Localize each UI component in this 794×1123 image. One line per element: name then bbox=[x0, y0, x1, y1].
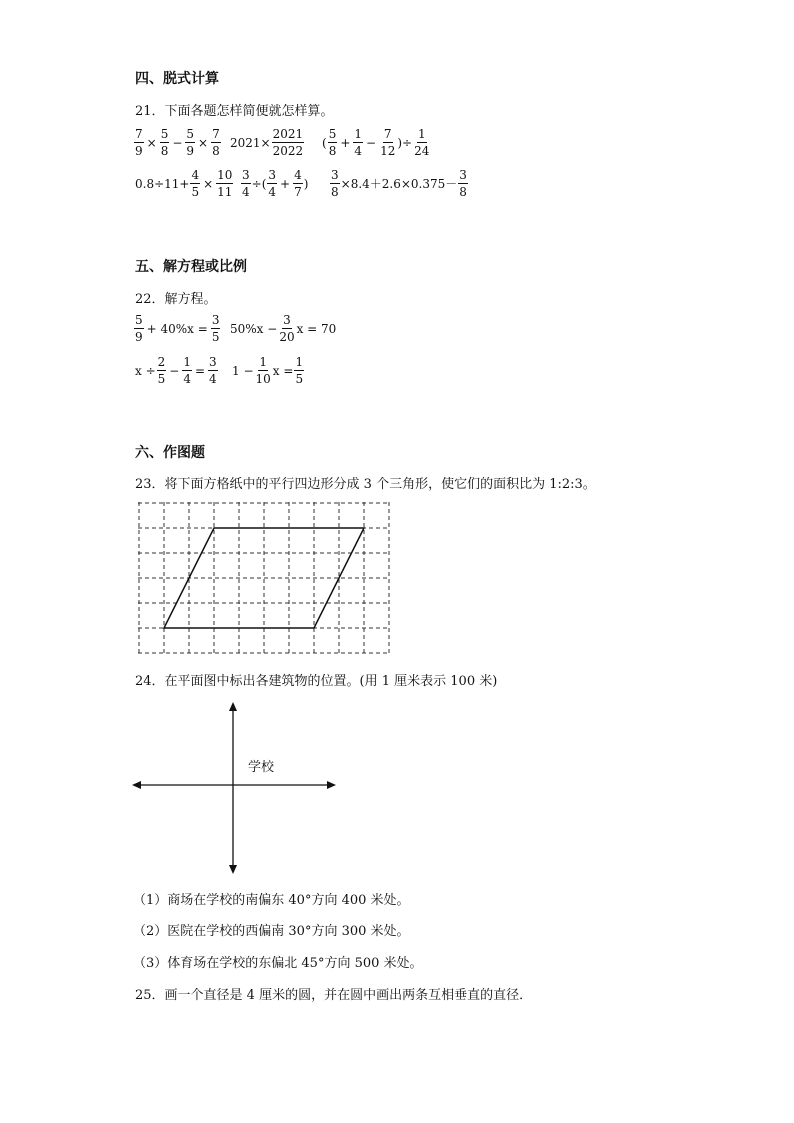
equation-22-1: $\frac{5}{9}$ + 40%x = $\frac{3}{5}$ bbox=[135, 313, 220, 344]
compass-axes bbox=[128, 698, 342, 878]
question-25: 25．画一个直径是 4 厘米的圆，并在圆中画出两条互相垂直的直径． bbox=[135, 988, 533, 1003]
expression-21-1: $\frac{7}{9}$ × $\frac{5}{8}$ − $\frac{5}{9}$ × $\frac{7}{8}$ bbox=[135, 127, 220, 158]
expression-21-6: $\frac{3}{8}$ ×8.4＋2.6×0.375－ $\frac{3}{8}$ bbox=[331, 168, 467, 199]
section-heading-6: 六、作图题 bbox=[135, 445, 205, 461]
equation-22-3: x ÷ $\frac{2}{5}$ − $\frac{1}{4}$ = $\frac{3}{4}$ bbox=[135, 355, 217, 386]
school-label: 学校 bbox=[248, 760, 275, 775]
arrow-north-icon bbox=[229, 702, 237, 711]
item-3: （3）体育场在学校的东偏北 45°方向 500 米处。 bbox=[133, 956, 423, 971]
question-22: 22．解方程。 bbox=[135, 292, 217, 307]
question-24: 24．在平面图中标出各建筑物的位置。(用 1 厘米表示 100 米) bbox=[135, 674, 498, 689]
grid-paper bbox=[138, 502, 392, 654]
grid-lines bbox=[138, 502, 390, 654]
item-2: （2）医院在学校的西偏南 30°方向 300 米处。 bbox=[133, 924, 410, 939]
expression-21-4: 0.8÷11+ $\frac{4}{5}$ × $\frac{10}{11}$ bbox=[135, 168, 233, 199]
item-1: （1）商场在学校的南偏东 40°方向 400 米处。 bbox=[133, 893, 410, 908]
section-heading-4: 四、脱式计算 bbox=[135, 71, 219, 87]
expression-21-3: ( $\frac{5}{8}$ + $\frac{1}{4}$ − $\frac{7}{12}$ )÷ $\frac{1}{24}$ bbox=[322, 127, 430, 158]
arrow-east-icon bbox=[327, 781, 336, 789]
expression-21-5: $\frac{3}{4}$ ÷( $\frac{3}{4}$ + $\frac{4}{7}$ ) bbox=[242, 168, 309, 199]
arrow-west-icon bbox=[132, 781, 141, 789]
question-23: 23．将下面方格纸中的平行四边形分成 3 个三角形，使它们的面积比为 1:2:3。 bbox=[135, 477, 596, 492]
expression-21-2: 2021× $\frac{2021}{2022}$ bbox=[230, 127, 304, 158]
section-heading-5: 五、解方程或比例 bbox=[135, 259, 247, 275]
equation-22-2: 50%x − $\frac{3}{20}$ x = 70 bbox=[230, 313, 337, 344]
equation-22-4: 1 − $\frac{1}{10}$ x = $\frac{1}{5}$ bbox=[232, 355, 304, 386]
question-21: 21．下面各题怎样简便就怎样算。 bbox=[135, 104, 334, 119]
arrow-south-icon bbox=[229, 865, 237, 874]
